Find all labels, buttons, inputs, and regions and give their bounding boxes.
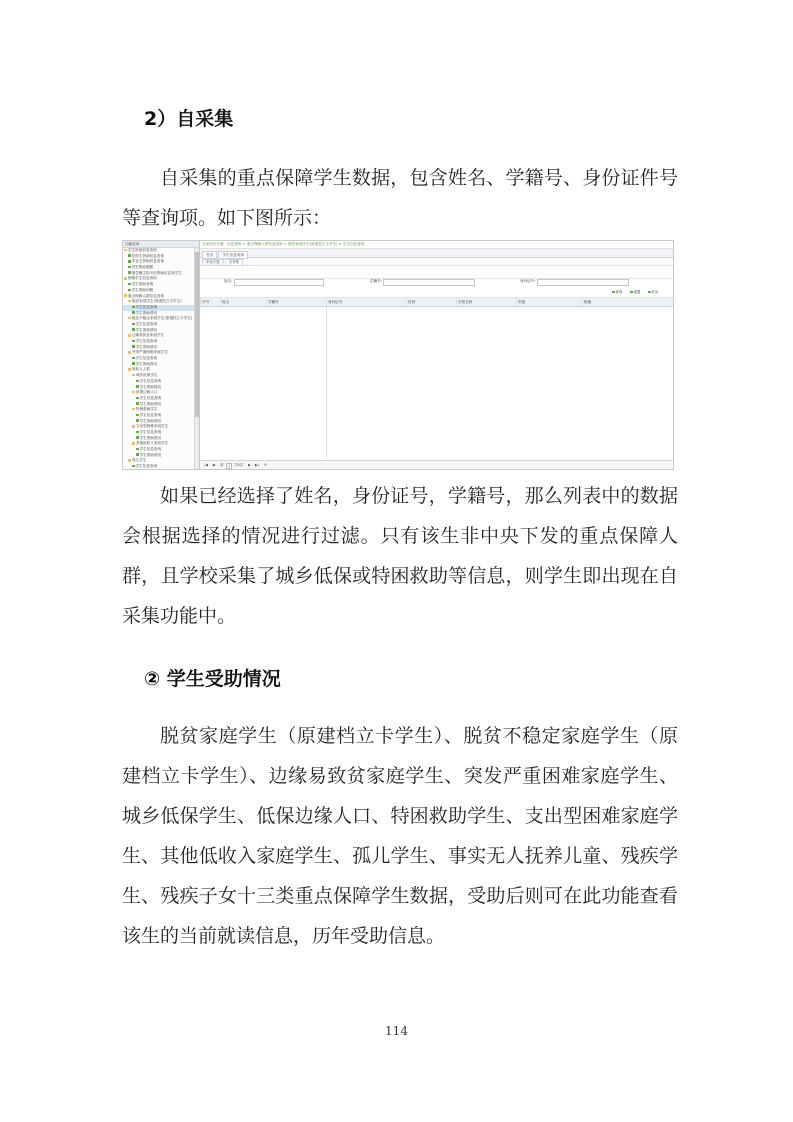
- page-prefix: 第: [220, 463, 224, 467]
- refresh-icon[interactable]: ⟳: [264, 463, 268, 467]
- tree-node-label: 学生信息查询: [139, 395, 162, 400]
- export-button[interactable]: [648, 290, 658, 295]
- page-icon: [136, 453, 139, 456]
- export-button-label: 导出: [651, 290, 659, 294]
- page-icon: [128, 254, 131, 257]
- tree-node-label: 孤儿学生: [132, 458, 147, 463]
- page-icon: [128, 283, 131, 286]
- first-page-icon[interactable]: |◀: [204, 463, 208, 467]
- col-header-gender[interactable]: 性别: [406, 298, 456, 306]
- tree-node-label: 低收入人群: [132, 367, 150, 372]
- col-header-student-no[interactable]: 学籍号: [266, 298, 326, 306]
- tree-node-label: 支出型困难家庭学生: [136, 424, 169, 429]
- system-screenshot: [122, 240, 674, 470]
- folder-icon: [132, 442, 135, 444]
- reset-button-label: 重置: [633, 290, 641, 294]
- tree-node-label: 学生资助情况: [135, 361, 158, 366]
- page-icon: [128, 271, 131, 274]
- page-icon: [132, 340, 135, 343]
- function-menu-tree: [123, 241, 200, 469]
- tree-node-label: 学生资助情况: [139, 418, 162, 423]
- tree-node-label: 学生信息查询: [139, 430, 162, 434]
- page-icon: [132, 328, 135, 331]
- page-icon: [132, 306, 135, 309]
- page-icon: [132, 465, 135, 468]
- action-bar: [200, 288, 673, 298]
- tree-node-label: 困难学生信息查询: [128, 276, 157, 281]
- tree-scrollbar[interactable]: [194, 248, 199, 469]
- prev-page-icon[interactable]: ◀: [212, 463, 215, 467]
- tree-node-label: 学生信息查询: [135, 321, 158, 326]
- tree-node-label: 在校生资助信息查询: [131, 253, 164, 258]
- table-frozen-columns: [200, 307, 327, 459]
- tree-node-label: 学生资助信息查询: [128, 248, 157, 252]
- page-icon: [136, 448, 139, 451]
- tree-node-label: 其他低收入家庭学生: [136, 441, 169, 446]
- student-no-input[interactable]: [383, 279, 475, 286]
- page-icon: [132, 323, 135, 326]
- tree-node-label: 学生资助查询: [131, 282, 154, 287]
- tree-node-label: 历史资助数据: [131, 265, 154, 270]
- tree-node-label: 学生信息查询: [135, 356, 158, 361]
- page-icon: [128, 289, 131, 292]
- reset-button[interactable]: [630, 290, 640, 295]
- page-icon: [136, 414, 139, 417]
- tree-node-label: 低保边缘人口: [136, 390, 158, 395]
- tree-title: 功能菜单: [123, 241, 199, 248]
- tree-node-label: 学生信息查询: [135, 304, 158, 309]
- tree-node-label: 特困救助学生: [136, 407, 158, 412]
- col-header-name[interactable]: 姓名: [220, 298, 266, 306]
- name-input[interactable]: [234, 279, 324, 286]
- section-heading-self-collected: 2）自采集: [144, 108, 234, 130]
- subtab-bar: [200, 258, 673, 266]
- page-number: 114: [385, 1024, 408, 1038]
- tree-node-label: 学生资助情况: [139, 435, 162, 440]
- id-input[interactable]: [537, 279, 629, 286]
- tree-node-label: 学生信息查询: [139, 378, 162, 383]
- page-icon: [132, 357, 135, 360]
- tree-node-label: 重点保障人群信息查询: [128, 293, 164, 298]
- main-panel: [200, 241, 673, 469]
- folder-icon: [132, 425, 135, 427]
- page-icon: [132, 345, 135, 348]
- page-suffix: 共0页: [234, 463, 244, 467]
- tree-list: [123, 248, 194, 469]
- tree-node-label: 边缘易致贫家庭学生: [132, 333, 165, 338]
- tree-node-label: 脱贫家庭学生(原建档立卡学生): [132, 299, 182, 304]
- breadcrumb: 当前所在位置：信息查询 > 重点保障人群信息查询 > 脱贫家庭学生(原建档立卡学生) > 学生信息查询: [200, 241, 673, 249]
- pagination-bar: [200, 460, 673, 470]
- page-icon: [136, 380, 139, 383]
- section-heading-student-aid: ② 学生受助情况: [144, 668, 281, 690]
- col-header-id-no[interactable]: 身份证号: [326, 298, 406, 306]
- paragraph-aid-categories: 脱贫家庭学生（原建档立卡学生）、脱贫不稳定家庭学生（原建档立卡学生）、边缘易致贫家庭学生、突发严重困难家庭学生、城乡低保学生、低保边缘人口、特困救助学生、支出型困难家庭学生、其他低收入家庭学生、孤儿学生、事实无人抚养儿童、残疾学生、残疾子女十三类重点保障学生数据，受助后则可在此功能查看该生的当前就读信息，历年受助信息。: [122, 725, 678, 947]
- last-page-icon[interactable]: ▶|: [255, 463, 259, 467]
- tab-bar: [200, 249, 673, 258]
- query-button-label: 查询: [615, 290, 623, 294]
- folder-icon: [128, 368, 131, 370]
- tree-node-label: 学生资助情况: [135, 344, 158, 349]
- tree-node-label: 城乡低保学生: [136, 373, 158, 378]
- tree-node-label: 重学籍生拟历史资助信息查学生: [131, 270, 182, 275]
- folder-icon: [128, 459, 131, 461]
- page-icon: [128, 266, 131, 269]
- folder-icon: [124, 249, 127, 251]
- page-icon: [136, 402, 139, 405]
- subtab-central[interactable]: 中央下发: [202, 259, 224, 266]
- tree-scroll-thumb[interactable]: [195, 252, 199, 417]
- tree-node-label: 学生资助情况: [135, 310, 158, 315]
- tree-node-label: 学生资助情况: [135, 327, 158, 332]
- filter-bar: [200, 277, 673, 287]
- folder-icon: [132, 408, 135, 410]
- folder-icon: [124, 294, 127, 296]
- tree-node-label: 学生资助情况: [139, 452, 162, 457]
- id-label: 身份证号:: [520, 279, 536, 283]
- subtab-self-collected[interactable]: 自采集: [225, 259, 243, 266]
- query-button[interactable]: [612, 290, 622, 295]
- page-icon: [136, 431, 139, 434]
- paragraph-intro: 自采集的重点保障学生数据，包含姓名、学籍号、身份证件号等查询项。如下图所示：: [122, 167, 678, 229]
- paragraph-filter-explanation: 如果已经选择了姓名，身份证号，学籍号，那么列表中的数据会根据选择的情况进行过滤。只有该生非中央下发的重点保障人群，且学校采集了城乡低保或特困救助等信息，则学生即出现在自采集功能中。: [122, 485, 678, 627]
- tab-student-info-query[interactable]: 学生信息查询: [218, 251, 248, 259]
- tree-node-label: 学生资助情况: [139, 401, 162, 406]
- col-header-grade[interactable]: 年级: [516, 298, 582, 306]
- folder-icon: [128, 317, 131, 319]
- col-header-class[interactable]: 班级: [582, 298, 673, 306]
- folder-icon: [132, 391, 135, 393]
- page-icon: [136, 385, 139, 388]
- folder-icon: [124, 277, 127, 279]
- tree-node-label: 学生资助情况: [139, 384, 162, 389]
- page-icon: [132, 311, 135, 314]
- tree-node[interactable]: [123, 464, 194, 469]
- tree-node-label: 脱贫不稳定家庭学生(原建档立卡学生): [132, 316, 193, 321]
- tree-node-label: 突发严重困难家庭学生: [132, 350, 168, 355]
- tree-node-label: 学生信息查询: [139, 412, 162, 417]
- col-header-index[interactable]: 序号: [200, 298, 220, 306]
- folder-icon: [132, 374, 135, 376]
- folder-icon: [128, 300, 131, 302]
- tree-node-label: 学生信息查询: [135, 339, 158, 343]
- table-body: [200, 307, 673, 459]
- tree-node-label: 学生信息查询: [139, 447, 162, 452]
- page-icon: [132, 362, 135, 365]
- folder-icon: [128, 334, 131, 336]
- folder-icon: [128, 351, 131, 353]
- tree-node-label: 学生资助问题: [131, 287, 154, 292]
- student-no-label: 学籍号:: [370, 279, 382, 283]
- page-icon: [128, 260, 131, 263]
- page-icon: [136, 419, 139, 422]
- next-page-icon[interactable]: ▶: [248, 463, 251, 467]
- tree-node-label: 毕业生资助信息查询: [131, 259, 164, 264]
- page-icon: [136, 436, 139, 439]
- page-icon: [136, 397, 139, 400]
- tab-home[interactable]: 首页: [202, 251, 217, 259]
- name-label: 姓名:: [224, 279, 233, 283]
- tree-node-label: 学生信息查询: [135, 464, 158, 469]
- table-header: [200, 298, 673, 307]
- page-number-input[interactable]: 1: [228, 464, 231, 468]
- col-header-school[interactable]: 学校名称: [456, 298, 516, 306]
